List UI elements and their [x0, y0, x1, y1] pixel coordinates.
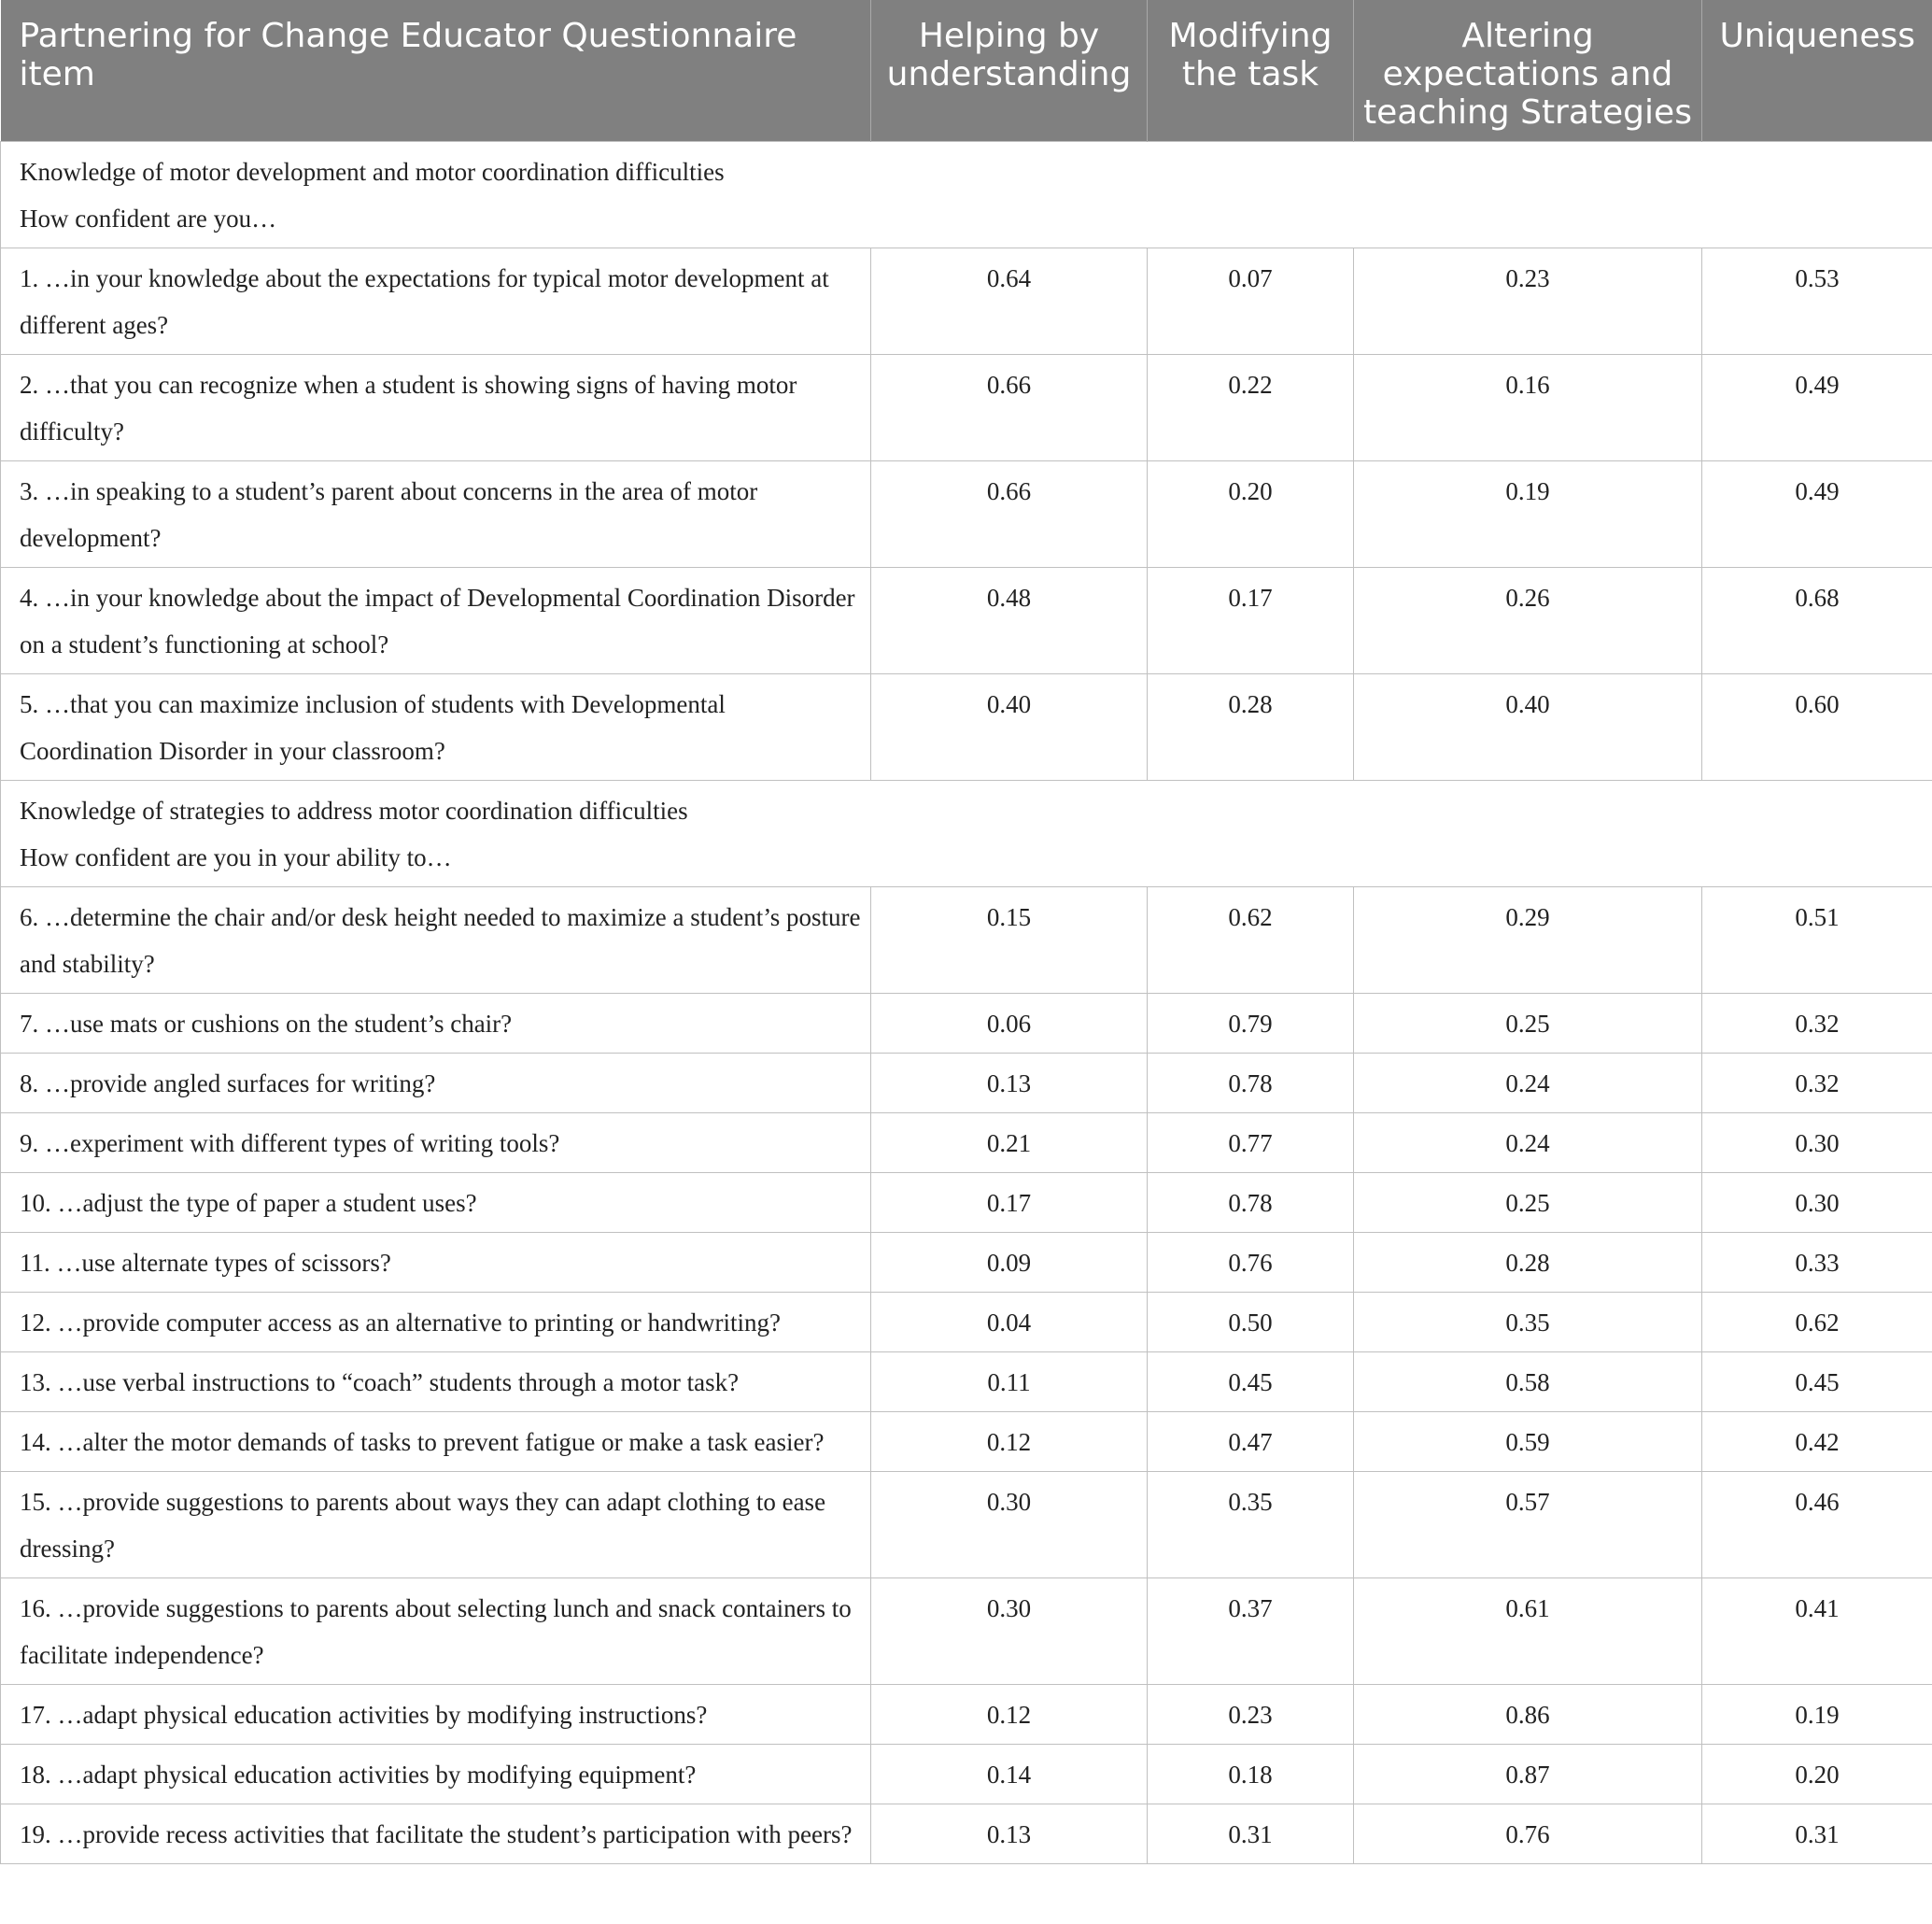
table-row: [1, 1233, 1932, 1293]
altering-expectations-cell: 0.87: [1354, 1745, 1702, 1804]
table-body: [1, 142, 1932, 1864]
altering-expectations-cell: 0.19: [1354, 461, 1702, 568]
header-modifying-the-task: Modifying the task: [1148, 0, 1354, 142]
uniqueness-cell: 0.42: [1702, 1412, 1932, 1472]
helping-by-understanding-cell: 0.04: [871, 1293, 1148, 1352]
item-cell: 16. …provide suggestions to parents about selecting lunch and snack containers to facilitate independence?: [1, 1578, 871, 1685]
item-cell: 7. …use mats or cushions on the student’s chair?: [1, 994, 871, 1054]
helping-by-understanding-cell: 0.11: [871, 1352, 1148, 1412]
modifying-the-task-cell: 0.78: [1148, 1173, 1354, 1233]
helping-by-understanding-cell: 0.30: [871, 1578, 1148, 1685]
table-row: [1, 248, 1932, 355]
uniqueness-cell: 0.62: [1702, 1293, 1932, 1352]
helping-by-understanding-cell: 0.17: [871, 1173, 1148, 1233]
helping-by-understanding-cell: 0.21: [871, 1113, 1148, 1173]
table-row: [1, 1578, 1932, 1685]
modifying-the-task-cell: 0.31: [1148, 1804, 1354, 1864]
item-cell: 2. …that you can recognize when a student is showing signs of having motor difficulty?: [1, 355, 871, 461]
table-row: [1, 1293, 1932, 1352]
table-row: [1, 461, 1932, 568]
item-cell: 6. …determine the chair and/or desk height needed to maximize a student’s posture and stability?: [1, 887, 871, 994]
item-cell: 13. …use verbal instructions to “coach” students through a motor task?: [1, 1352, 871, 1412]
modifying-the-task-cell: 0.50: [1148, 1293, 1354, 1352]
helping-by-understanding-cell: 0.12: [871, 1685, 1148, 1745]
item-cell: 1. …in your knowledge about the expectations for typical motor development at different ages?: [1, 248, 871, 355]
header-altering-expectations: Altering expectations and teaching Strategies: [1354, 0, 1702, 142]
uniqueness-cell: 0.53: [1702, 248, 1932, 355]
altering-expectations-cell: 0.40: [1354, 674, 1702, 781]
modifying-the-task-cell: 0.47: [1148, 1412, 1354, 1472]
header-row: [1, 0, 1932, 142]
helping-by-understanding-cell: 0.66: [871, 461, 1148, 568]
modifying-the-task-cell: 0.20: [1148, 461, 1354, 568]
helping-by-understanding-cell: 0.64: [871, 248, 1148, 355]
item-cell: 17. …adapt physical education activities by modifying instructions?: [1, 1685, 871, 1745]
item-cell: 8. …provide angled surfaces for writing?: [1, 1054, 871, 1113]
helping-by-understanding-cell: 0.66: [871, 355, 1148, 461]
modifying-the-task-cell: 0.76: [1148, 1233, 1354, 1293]
table-row: [1, 1685, 1932, 1745]
helping-by-understanding-cell: 0.15: [871, 887, 1148, 994]
section-header-cell: [1, 142, 1932, 248]
helping-by-understanding-cell: 0.40: [871, 674, 1148, 781]
helping-by-understanding-cell: 0.14: [871, 1745, 1148, 1804]
modifying-the-task-cell: 0.18: [1148, 1745, 1354, 1804]
item-cell: 12. …provide computer access as an alternative to printing or handwriting?: [1, 1293, 871, 1352]
altering-expectations-cell: 0.58: [1354, 1352, 1702, 1412]
modifying-the-task-cell: 0.77: [1148, 1113, 1354, 1173]
altering-expectations-cell: 0.25: [1354, 994, 1702, 1054]
item-cell: 4. …in your knowledge about the impact of Developmental Coordination Disorder on a student’s functioning at school?: [1, 568, 871, 674]
header-uniqueness: Uniqueness: [1702, 0, 1932, 142]
uniqueness-cell: 0.20: [1702, 1745, 1932, 1804]
table-header: [1, 0, 1932, 142]
table-row: [1, 674, 1932, 781]
modifying-the-task-cell: 0.07: [1148, 248, 1354, 355]
altering-expectations-cell: 0.23: [1354, 248, 1702, 355]
item-cell: 18. …adapt physical education activities by modifying equipment?: [1, 1745, 871, 1804]
section-subtitle: How confident are you…: [20, 205, 277, 233]
modifying-the-task-cell: 0.62: [1148, 887, 1354, 994]
altering-expectations-cell: 0.25: [1354, 1173, 1702, 1233]
table-row: [1, 1173, 1932, 1233]
uniqueness-cell: 0.49: [1702, 461, 1932, 568]
modifying-the-task-cell: 0.17: [1148, 568, 1354, 674]
item-cell: 9. …experiment with different types of writing tools?: [1, 1113, 871, 1173]
altering-expectations-cell: 0.26: [1354, 568, 1702, 674]
table-row: [1, 1113, 1932, 1173]
item-cell: 11. …use alternate types of scissors?: [1, 1233, 871, 1293]
altering-expectations-cell: 0.29: [1354, 887, 1702, 994]
uniqueness-cell: 0.49: [1702, 355, 1932, 461]
altering-expectations-cell: 0.76: [1354, 1804, 1702, 1864]
table-row: [1, 1352, 1932, 1412]
helping-by-understanding-cell: 0.13: [871, 1054, 1148, 1113]
table-row: [1, 1745, 1932, 1804]
uniqueness-cell: 0.46: [1702, 1472, 1932, 1578]
modifying-the-task-cell: 0.23: [1148, 1685, 1354, 1745]
table-row: [1, 994, 1932, 1054]
altering-expectations-cell: 0.61: [1354, 1578, 1702, 1685]
section-subtitle: How confident are you in your ability to…: [20, 843, 452, 871]
altering-expectations-cell: 0.59: [1354, 1412, 1702, 1472]
table-row: [1, 355, 1932, 461]
uniqueness-cell: 0.30: [1702, 1113, 1932, 1173]
altering-expectations-cell: 0.86: [1354, 1685, 1702, 1745]
item-cell: 10. …adjust the type of paper a student uses?: [1, 1173, 871, 1233]
header-helping-by-understanding: Helping by understanding: [871, 0, 1148, 142]
modifying-the-task-cell: 0.79: [1148, 994, 1354, 1054]
table-row: [1, 568, 1932, 674]
helping-by-understanding-cell: 0.06: [871, 994, 1148, 1054]
uniqueness-cell: 0.33: [1702, 1233, 1932, 1293]
helping-by-understanding-cell: 0.30: [871, 1472, 1148, 1578]
section-header-row: [1, 781, 1932, 887]
modifying-the-task-cell: 0.35: [1148, 1472, 1354, 1578]
uniqueness-cell: 0.60: [1702, 674, 1932, 781]
uniqueness-cell: 0.19: [1702, 1685, 1932, 1745]
modifying-the-task-cell: 0.78: [1148, 1054, 1354, 1113]
section-title: Knowledge of strategies to address motor coordination difficulties: [20, 797, 688, 825]
modifying-the-task-cell: 0.45: [1148, 1352, 1354, 1412]
item-cell: 3. …in speaking to a student’s parent about concerns in the area of motor development?: [1, 461, 871, 568]
section-header-cell: [1, 781, 1932, 887]
altering-expectations-cell: 0.57: [1354, 1472, 1702, 1578]
altering-expectations-cell: 0.24: [1354, 1054, 1702, 1113]
altering-expectations-cell: 0.16: [1354, 355, 1702, 461]
helping-by-understanding-cell: 0.12: [871, 1412, 1148, 1472]
table-row: [1, 1054, 1932, 1113]
item-cell: 19. …provide recess activities that facilitate the student’s participation with peers?: [1, 1804, 871, 1864]
uniqueness-cell: 0.32: [1702, 1054, 1932, 1113]
uniqueness-cell: 0.41: [1702, 1578, 1932, 1685]
uniqueness-cell: 0.68: [1702, 568, 1932, 674]
uniqueness-cell: 0.30: [1702, 1173, 1932, 1233]
helping-by-understanding-cell: 0.48: [871, 568, 1148, 674]
helping-by-understanding-cell: 0.13: [871, 1804, 1148, 1864]
header-item: Partnering for Change Educator Questionnaire item: [1, 0, 871, 142]
uniqueness-cell: 0.51: [1702, 887, 1932, 994]
altering-expectations-cell: 0.24: [1354, 1113, 1702, 1173]
item-cell: 15. …provide suggestions to parents about ways they can adapt clothing to ease dressing?: [1, 1472, 871, 1578]
helping-by-understanding-cell: 0.09: [871, 1233, 1148, 1293]
item-cell: 14. …alter the motor demands of tasks to prevent fatigue or make a task easier?: [1, 1412, 871, 1472]
altering-expectations-cell: 0.28: [1354, 1233, 1702, 1293]
table-row: [1, 1804, 1932, 1864]
table-row: [1, 1412, 1932, 1472]
section-header-row: [1, 142, 1932, 248]
altering-expectations-cell: 0.35: [1354, 1293, 1702, 1352]
modifying-the-task-cell: 0.28: [1148, 674, 1354, 781]
modifying-the-task-cell: 0.22: [1148, 355, 1354, 461]
uniqueness-cell: 0.45: [1702, 1352, 1932, 1412]
uniqueness-cell: 0.32: [1702, 994, 1932, 1054]
table-row: [1, 1472, 1932, 1578]
uniqueness-cell: 0.31: [1702, 1804, 1932, 1864]
table-row: [1, 887, 1932, 994]
modifying-the-task-cell: 0.37: [1148, 1578, 1354, 1685]
item-cell: 5. …that you can maximize inclusion of students with Developmental Coordination Disorder in your classroom?: [1, 674, 871, 781]
section-title: Knowledge of motor development and motor coordination difficulties: [20, 158, 725, 186]
